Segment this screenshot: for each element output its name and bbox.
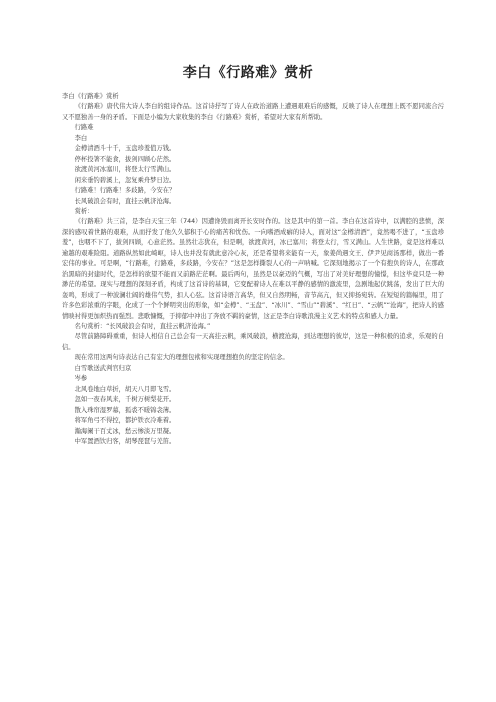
paragraph: 将军角弓不得控，都护铁衣冷难着。 [74,417,176,425]
paragraph: 岑参 [74,375,88,383]
paragraph: 名句赏析：“长风破浪会有时，直挂云帆济沧海。” [74,322,211,330]
paragraph: 《行路难》共三首，是李白天宝三年（744）因遭谗毁而离开长安时作的。这是其中的第一首。李白在这首诗中，以满腔的悲愤，深深的感叹着世路的艰难，从而抒发了他久久郁积于心的痛苦和忧伤。一向嗜酒成癖的诗人，面对这“金樽清酒”，竟然喝不进了，“玉盘珍羞”，也咽不下了，拔剑四顾，心意茫然。虽然壮志犹在，但是啊，欲渡黄河，冰已塞川；将登太行，雪又满山。人生世路，竟是这样难以逾越的艰难险阻。道路纵然如此崎岖，诗人也并没有就此意冷心灰，还是希望将来能有一天，象姜尚遇文王、伊尹见商汤那样，做出一番宏伟的事业。可是啊，“行路难，行路难，多歧路，今安在？”这是怎样撕裂人心的一声呐喊。它深刻地揭示了一个有抱负的诗人，在那政治黑暗的封建时代，是怎样的欲望不能而又前路茫茫啊。最后两句，虽然是以豪迈的气概，写出了对美好理想的憧憬，但这毕竟只是一种渺茫的希望。现实与理想的深刻矛盾，构成了这首诗的基调，它变配着诗人在难以平静的感情的激流里，急剧地起伏跳荡，发出了巨大的轰鸣，形成了一种波澜壮阔的雄伟气势，扣人心弦。这首诗语言高华，但又自然明畅，音节高亢，但又抑扬宛转。在短短的篇幅里，用了许多色彩浓重的字眼，化成了一个个鲜明突出的形象，如“金樽”、“玉盘”、“冰川”、“雪山”“碧溪”、“红日”、“云帆”“沧海”，把诗人的感情映衬得更加炽热而强烈。悲歌慷慨，于抑郁中冲出了奔放不羁的豪情，这正是李白诗歌浪漫主义艺术的特点和感人力量。 [62,218,444,320]
paragraph: 忽如一夜春风来，千树万树梨花开。 [74,396,176,404]
paragraph: 欲渡黄河冰塞川，将登太行雪满山。 [74,166,176,174]
paragraph: 瀚海阑干百丈冰，愁云惨淡万里凝。 [74,427,176,435]
paragraph: 停杯投箸不能食，拔剑四顾心茫然。 [74,155,176,163]
paragraph: 《行路难》唐代伟大诗人李白的组诗作品。这首诗抒写了诗人在政治道路上遭遇艰难后的感慨，反映了诗人在理想上既不愿同流合污又不愿独善一身的矛盾。下面是小编为大家收集的李白《行路难》赏析，希望对大家有所帮助。 [62,103,444,121]
paragraph: 行路难！行路难！多歧路，今安在？ [74,187,176,195]
paragraph: 白雪歌送武判官归京 [74,364,132,372]
paragraph: 长风破浪会有时，直挂云帆济沧海。 [74,197,176,205]
paragraph: 行路难 [74,124,94,132]
paragraph: 现在常用这两句诗表达自己有宏大的理想包袱和实现理想抱负的坚定的信念。 [74,354,289,362]
paragraph: 李白《行路难》赏析 [62,93,119,100]
paragraph: 尽管前路障碍重重，但诗人相信自己总会有一天高挂云帆，乘风破浪，横渡沧海，到达理想的彼岸，这是一种积极的追求，乐观的自信。 [62,333,444,351]
paragraph: 中军置酒饮归客，胡琴琵琶与羌笛。 [74,437,176,445]
paragraph: 闲来垂钓碧溪上，忽复乘舟梦日边。 [74,176,176,184]
paragraph: 金樽清酒斗十千，玉盘珍羞值万钱。 [74,145,176,153]
document-title: 李白《行路难》赏析 [182,65,314,81]
paragraph: 散入珠帘湿罗幕，狐裘不暖锦衾薄。 [74,406,176,414]
paragraph: 北风卷地白草折，胡天八月即飞雪。 [74,385,176,393]
paragraph: 李白 [74,134,88,142]
document-body [62,92,444,447]
paragraph: 赏析： [74,207,94,215]
